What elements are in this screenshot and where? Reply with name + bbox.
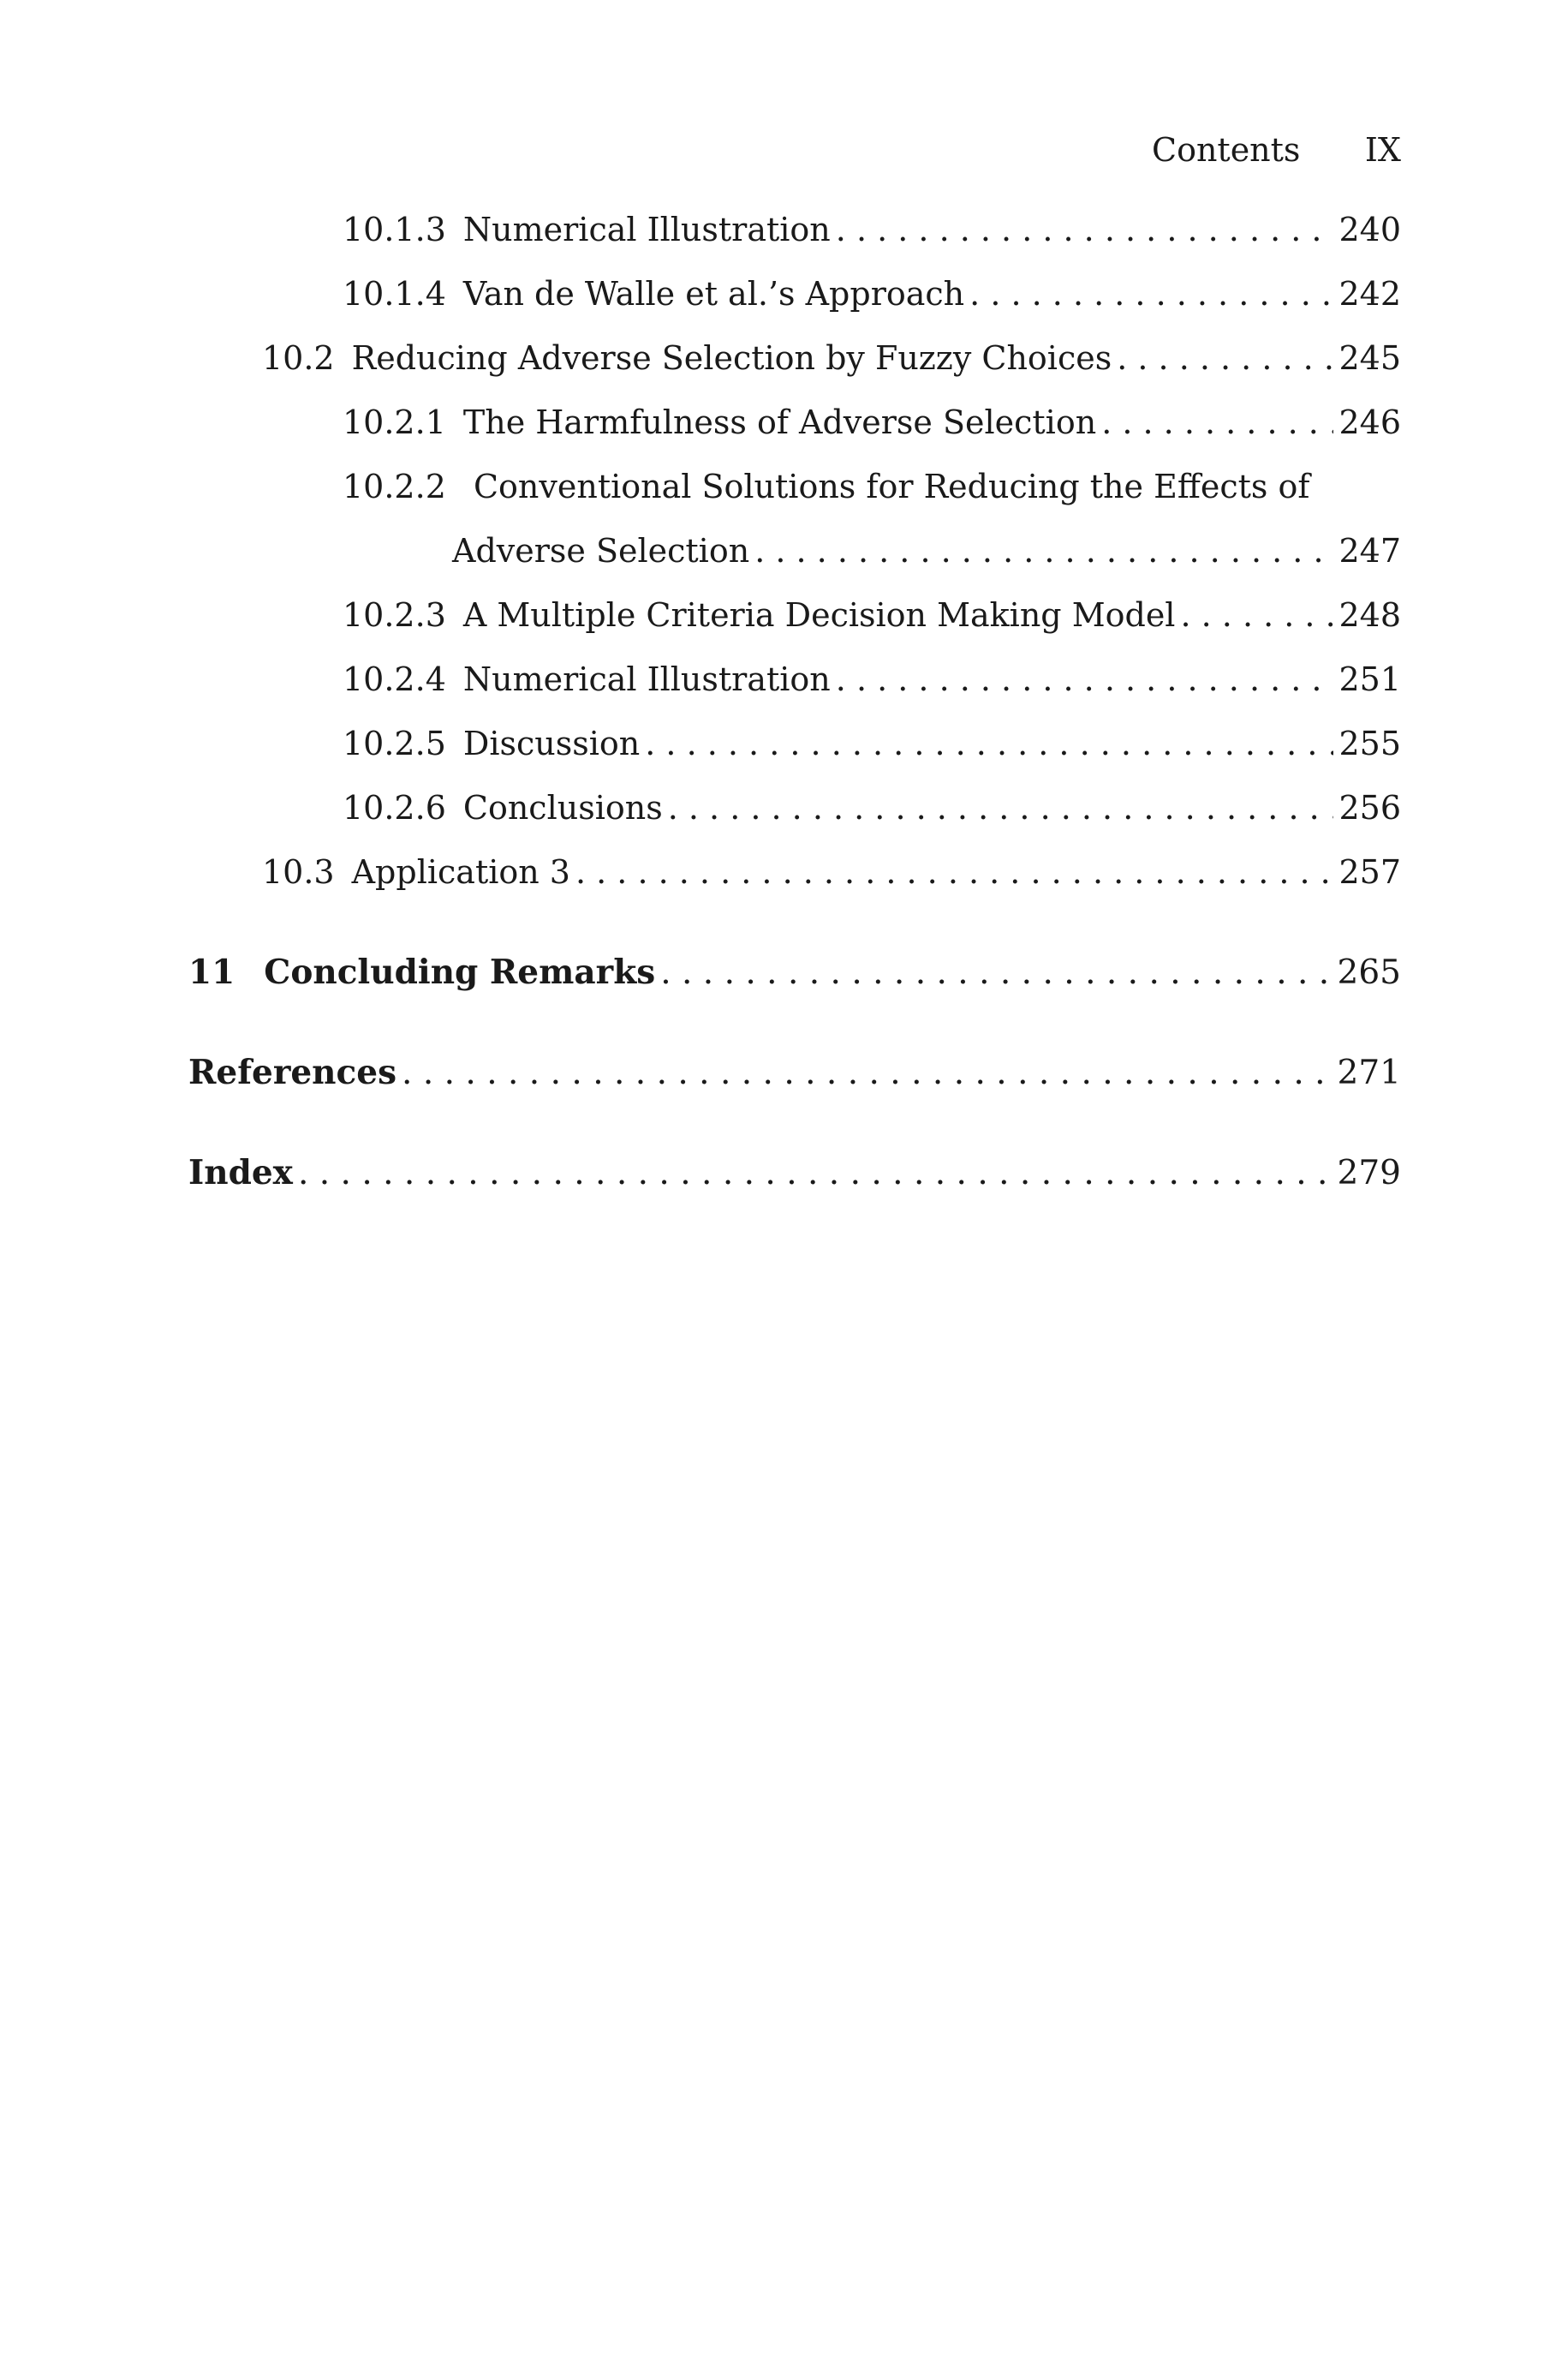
toc-entry-title: Van de Walle et al.’s Approach: [462, 275, 965, 313]
toc-entry-page: 240: [1338, 211, 1401, 248]
toc-entry-title: Discussion: [462, 725, 641, 762]
dot-leader: [836, 204, 1334, 255]
toc-entry-10-1-3[interactable]: [343, 204, 1401, 255]
dot-leader: [1117, 332, 1333, 384]
toc-chapter-page: 271: [1337, 1054, 1401, 1092]
toc-entry-number: 10.2.4: [343, 660, 446, 698]
toc-entry-10-1-4[interactable]: [343, 268, 1401, 320]
toc-chapter-page: 279: [1337, 1154, 1401, 1192]
dot-leader: [298, 1148, 1333, 1199]
dot-leader: [402, 1048, 1333, 1099]
toc-entry-title-continued: Adverse Selection: [452, 532, 750, 570]
toc-entry-number: 10.2.5: [343, 725, 446, 762]
dot-leader: [645, 718, 1333, 769]
toc-chapter-number: 11: [188, 953, 235, 992]
toc-entry-10-2-2-continued[interactable]: [452, 525, 1401, 577]
running-head-title: Contents: [1152, 131, 1301, 169]
toc-entry-number: 10.1.4: [343, 275, 446, 313]
toc-entry-title: Conventional Solutions for Reducing the Effects of: [473, 468, 1310, 505]
toc-entry-title: Application 3: [351, 853, 570, 891]
toc-entry-10-3[interactable]: [262, 846, 1401, 898]
toc-entry-10-2[interactable]: [262, 332, 1401, 384]
toc-entry-10-2-6[interactable]: [343, 782, 1401, 833]
dot-leader: [1101, 397, 1333, 448]
toc-entry-10-2-5[interactable]: [343, 718, 1401, 769]
toc-entry-10-2-4[interactable]: [343, 654, 1401, 705]
dot-leader: [660, 947, 1332, 999]
toc-entry-page: 246: [1338, 403, 1401, 441]
dot-leader: [754, 525, 1333, 577]
dot-leader: [575, 846, 1333, 898]
dot-leader: [668, 782, 1334, 833]
toc-entry-page: 255: [1338, 725, 1401, 762]
running-head: [1113, 128, 1401, 171]
toc-entry-10-2-2[interactable]: [343, 461, 1401, 512]
toc-entry-title: Conclusions: [462, 789, 663, 827]
toc-entry-number: 10.3: [262, 853, 335, 891]
toc-entry-number: 10.2: [262, 339, 335, 377]
dot-leader: [1180, 589, 1333, 641]
toc-entry-number: 10.2.3: [343, 596, 446, 634]
toc-entry-title: Reducing Adverse Selection by Fuzzy Choices: [351, 339, 1112, 377]
toc-entry-title: Numerical Illustration: [462, 660, 831, 698]
dot-leader: [969, 268, 1333, 320]
toc-entry-page: 257: [1338, 853, 1401, 891]
toc-entry-10-2-3[interactable]: [343, 589, 1401, 641]
toc-entry-page: 256: [1338, 789, 1401, 827]
toc-chapter-title: Concluding Remarks: [264, 953, 656, 992]
toc-references[interactable]: [188, 1047, 1401, 1098]
toc-entry-page: 248: [1338, 596, 1401, 634]
toc-index[interactable]: [188, 1147, 1401, 1198]
toc-entry-title: The Harmfulness of Adverse Selection: [462, 403, 1097, 441]
toc-chapter-page: 265: [1337, 953, 1401, 992]
toc-entry-page: 245: [1338, 339, 1401, 377]
toc-entry-title: Numerical Illustration: [462, 211, 831, 248]
toc-chapter-11[interactable]: [188, 947, 1401, 998]
toc-entry-page: 247: [1338, 532, 1401, 570]
toc-entry-page: 242: [1338, 275, 1401, 313]
toc-entry-number: 10.2.6: [343, 789, 446, 827]
toc-entry-10-2-1[interactable]: [343, 397, 1401, 448]
dot-leader: [836, 654, 1334, 705]
toc-entry-number: 10.1.3: [343, 211, 446, 248]
toc-entry-number: 10.2.2: [343, 468, 446, 505]
toc-entry-number: 10.2.1: [343, 403, 446, 441]
toc-entry-title: A Multiple Criteria Decision Making Model: [462, 596, 1176, 634]
toc-chapter-title: Index: [188, 1153, 293, 1192]
toc-chapter-title: References: [188, 1053, 397, 1092]
running-head-page-number: IX: [1364, 131, 1401, 169]
toc-entry-page: 251: [1338, 660, 1401, 698]
